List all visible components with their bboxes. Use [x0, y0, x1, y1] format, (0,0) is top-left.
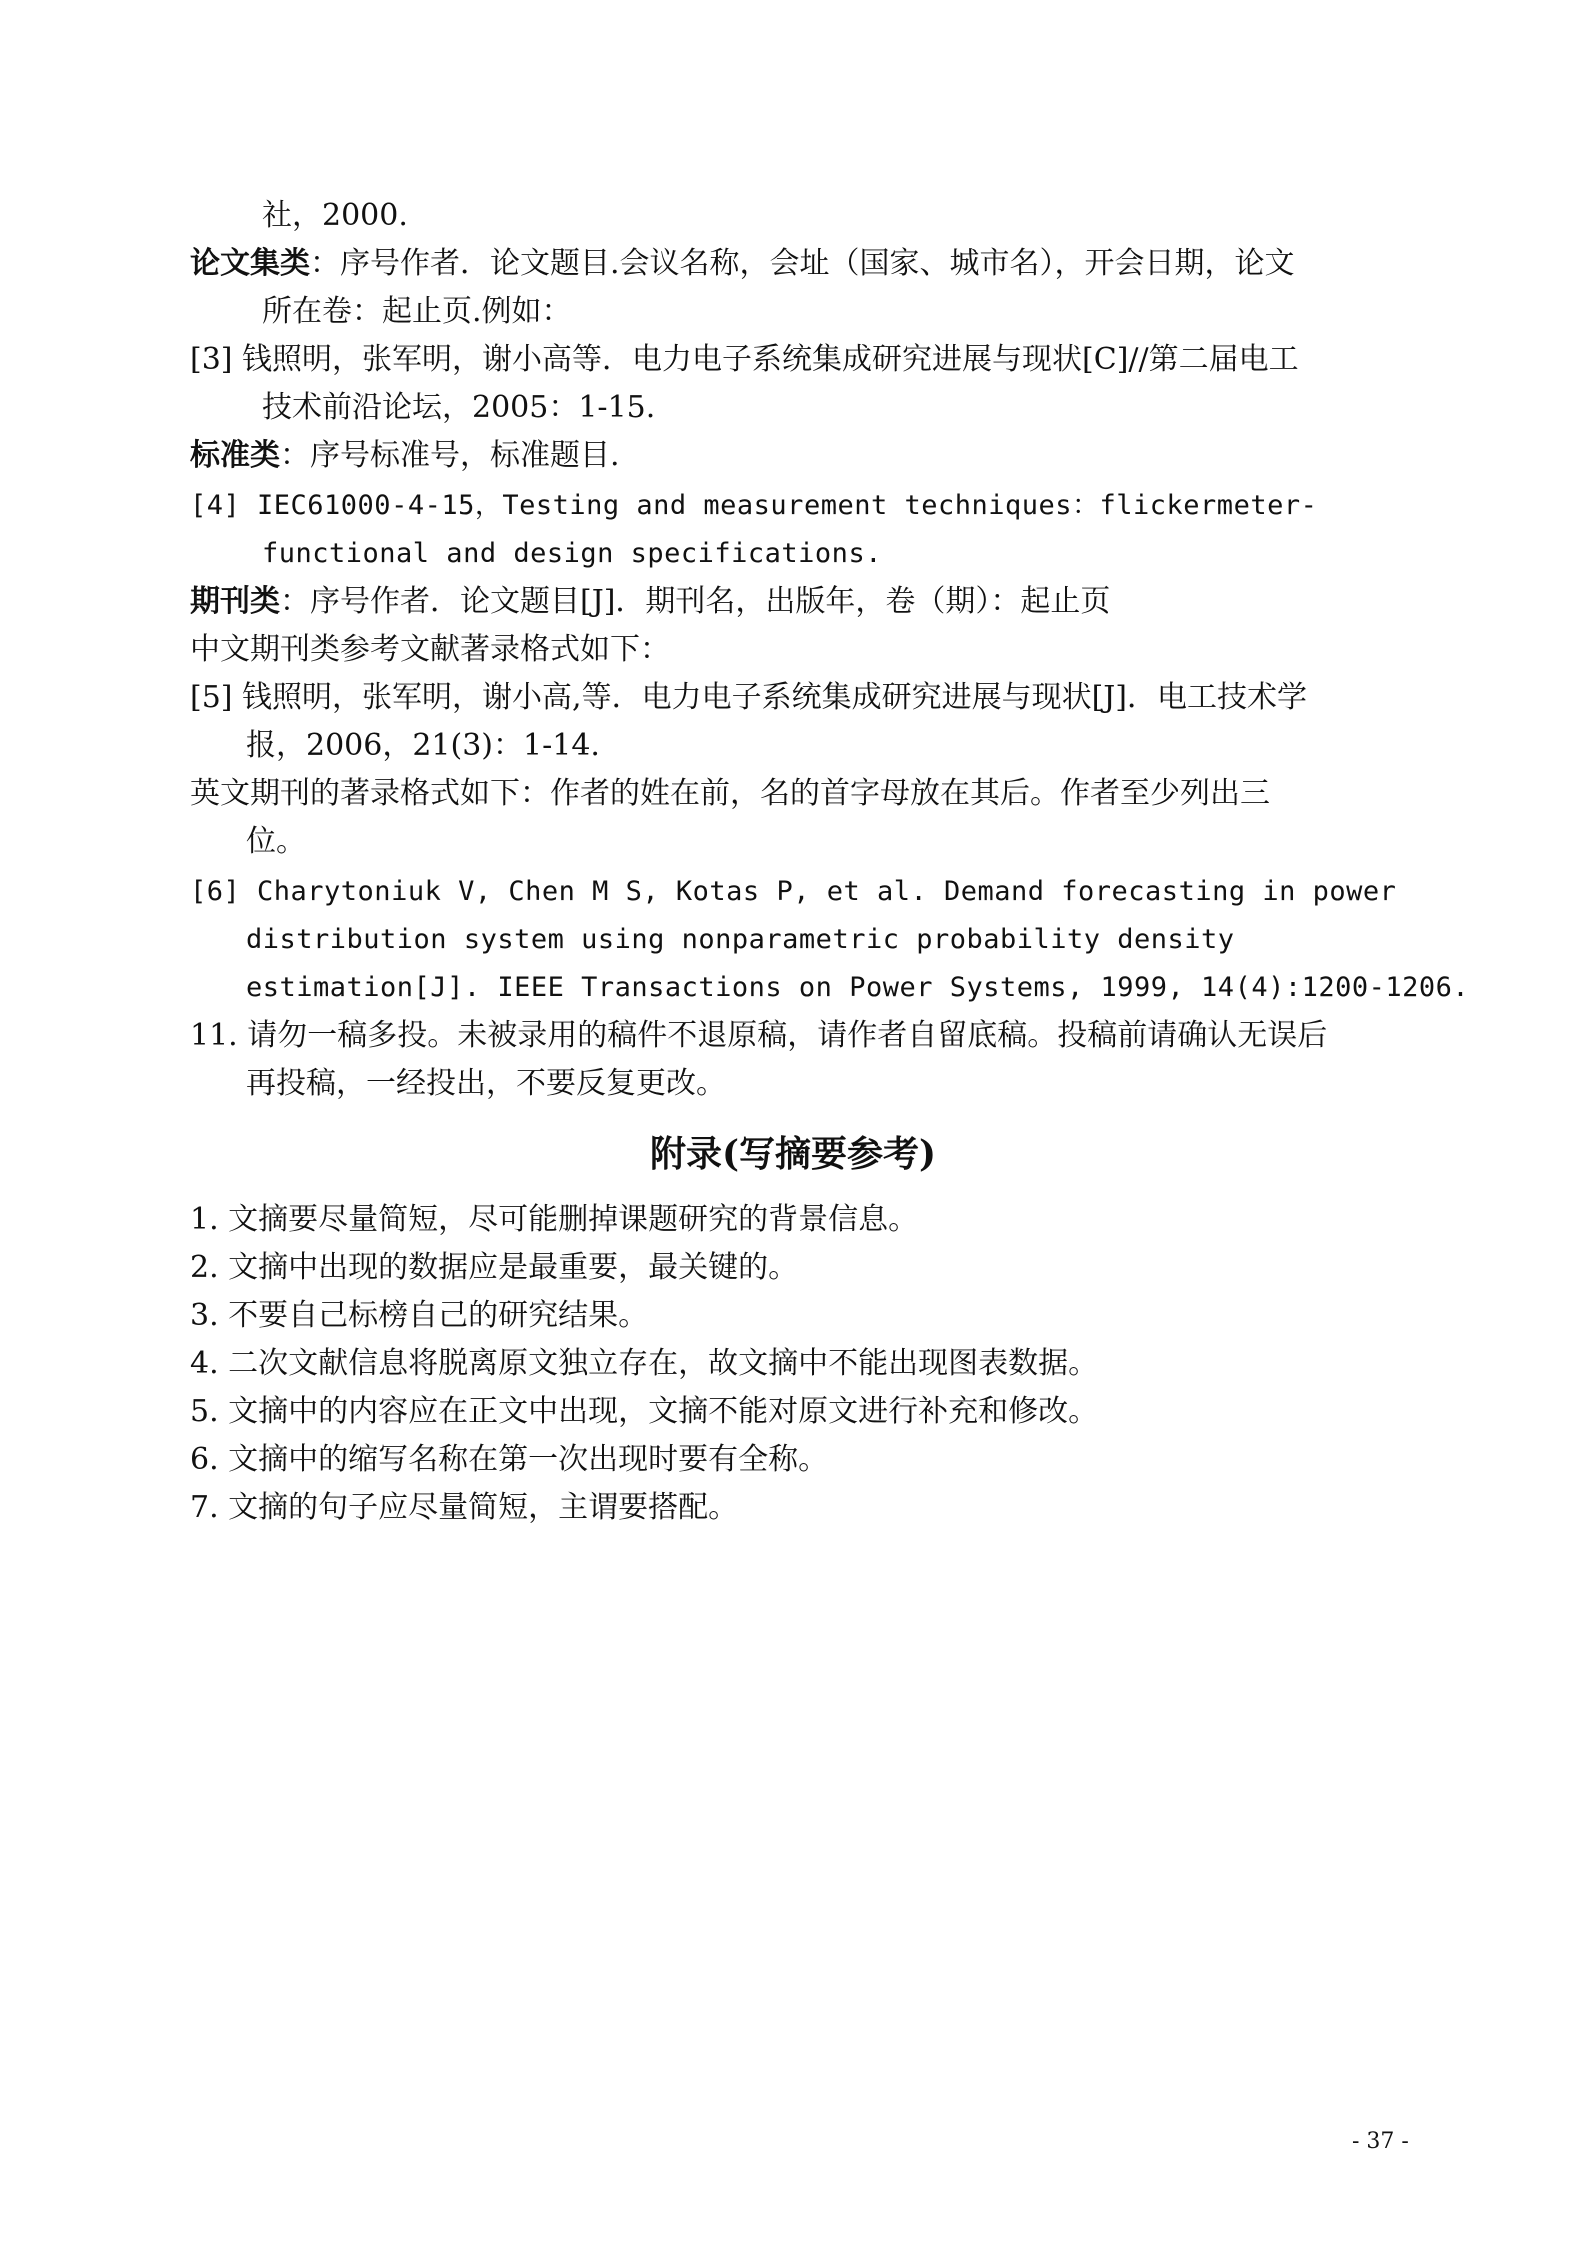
proceedings-label: 论文集类	[190, 246, 310, 281]
appendix-title: 附录(写摘要参考)	[649, 1133, 937, 1175]
appendix-item: 7. 文摘的句子应尽量简短，主谓要搭配。	[190, 1490, 739, 1525]
reference-4-line-2: functional and design specifications.	[262, 538, 882, 569]
en-journal-intro-line-2: 位。	[246, 824, 306, 859]
item-11-line-1: 11. 请勿一稿多投。未被录用的稿件不退原稿，请作者自留底稿。投稿前请确认无误后	[190, 1018, 1328, 1053]
cn-journal-intro: 中文期刊类参考文献著录格式如下：	[190, 632, 670, 667]
journal-format-line	[190, 582, 1110, 622]
standard-label: 标准类	[190, 438, 280, 473]
reference-3-line-1: [3] 钱照明，张军明，谢小高等．电力电子系统集成研究进展与现状[C]//第二届电工	[190, 342, 1299, 377]
standard-desc: ：序号标准号，标准题目.	[280, 438, 620, 473]
reference-6-line-3: estimation[J]. IEEE Transactions on Power Systems, 1999, 14(4):1200-1206.	[246, 972, 1470, 1003]
appendix-item: 6. 文摘中的缩写名称在第一次出现时要有全称。	[190, 1442, 829, 1477]
publisher-tail-line: 社，2000.	[262, 198, 408, 233]
journal-desc: ：序号作者．论文题目[J]．期刊名，出版年，卷（期）：起止页	[280, 584, 1111, 619]
appendix-item: 4. 二次文献信息将脱离原文独立存在，故文摘中不能出现图表数据。	[190, 1346, 1099, 1381]
appendix-item: 2. 文摘中出现的数据应是最重要，最关键的。	[190, 1250, 799, 1285]
reference-6-line-1: [6] Charytoniuk V, Chen M S, Kotas P, et al. Demand forecasting in power	[190, 876, 1397, 907]
page-number: - 37 -	[1352, 2129, 1409, 2154]
standard-format-line	[190, 436, 620, 476]
proceedings-format-continuation: 所在卷：起止页.例如：	[262, 294, 572, 329]
reference-4-line-1: [4] IEC61000-4-15，Testing and measurement techniques：flickermeter-	[190, 490, 1318, 521]
proceedings-format-line	[190, 244, 1295, 284]
appendix-item: 1. 文摘要尽量简短，尽可能删掉课题研究的背景信息。	[190, 1202, 919, 1237]
appendix-item: 3. 不要自己标榜自己的研究结果。	[190, 1298, 649, 1333]
journal-label: 期刊类	[190, 584, 280, 619]
reference-3-line-2: 技术前沿论坛，2005：1-15.	[262, 390, 656, 425]
proceedings-desc: ：序号作者．论文题目.会议名称，会址（国家、城市名），开会日期，论文	[310, 246, 1295, 281]
en-journal-intro-line-1: 英文期刊的著录格式如下：作者的姓在前，名的首字母放在其后。作者至少列出三	[190, 776, 1270, 811]
reference-5-line-2: 报，2006，21(3)：1-14.	[246, 728, 600, 763]
item-11-line-2: 再投稿，一经投出，不要反复更改。	[246, 1066, 726, 1101]
reference-5-line-1: [5] 钱照明，张军明，谢小高,等．电力电子系统集成研究进展与现状[J]．电工技术学	[190, 680, 1308, 715]
appendix-item: 5. 文摘中的内容应在正文中出现，文摘不能对原文进行补充和修改。	[190, 1394, 1099, 1429]
reference-6-line-2: distribution system using nonparametric probability density	[246, 924, 1235, 955]
